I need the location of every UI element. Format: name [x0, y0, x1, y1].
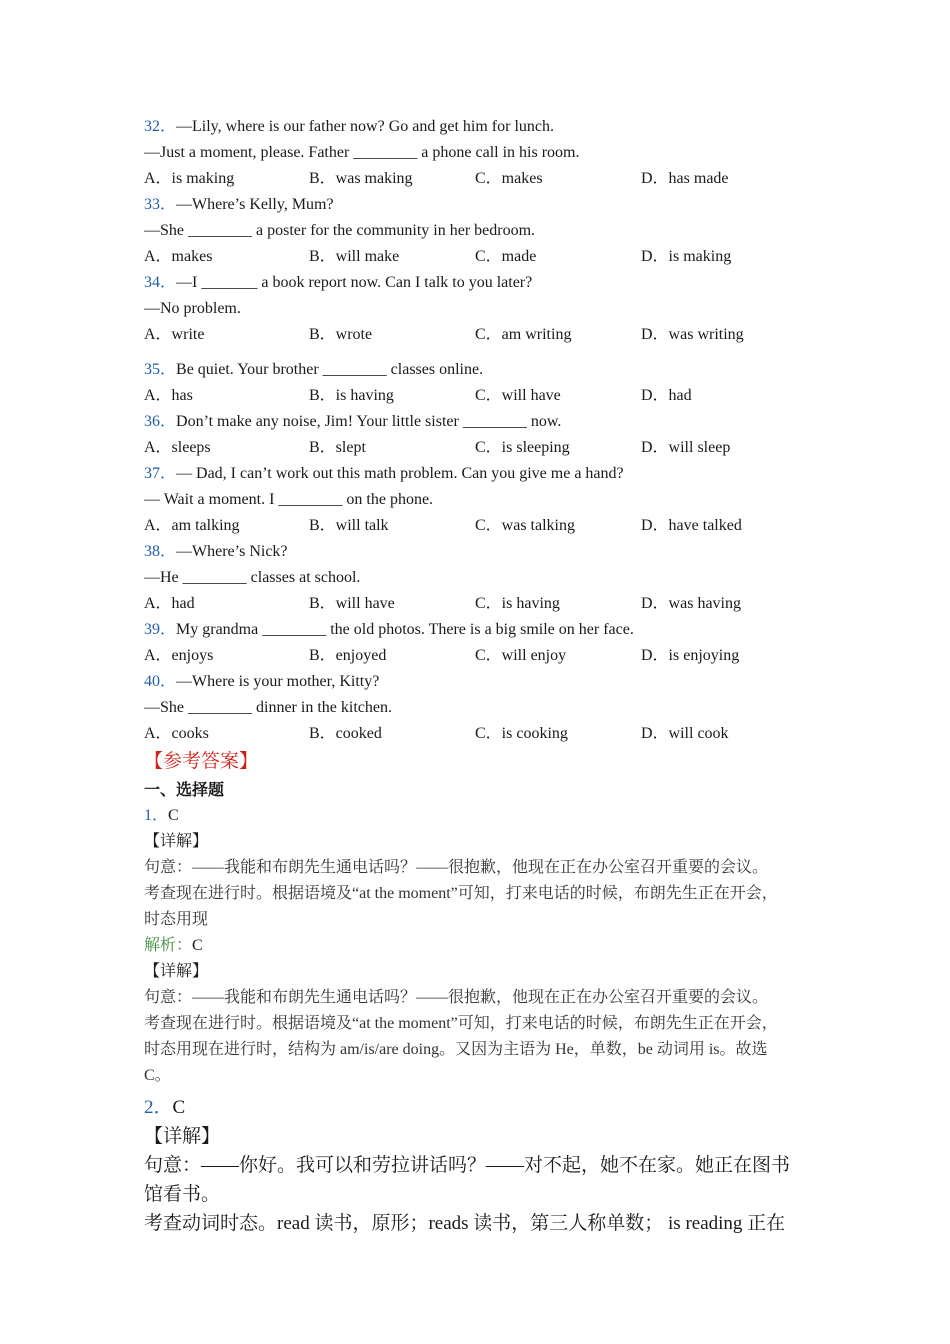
- option-b: B．enjoyed: [309, 647, 387, 664]
- option-c: C．made: [475, 248, 537, 265]
- option-d: D．is enjoying: [641, 647, 740, 664]
- answer-1-explanation-cont: 时态用现: [144, 911, 209, 928]
- option-c: C．am writing: [475, 326, 572, 343]
- option-a: A．enjoys: [144, 647, 214, 664]
- question-39-line-1: 39．My grandma ________ the old photos. There is a big smile on her face.: [144, 621, 634, 638]
- option-a: A．write: [144, 326, 205, 343]
- option-b: B．cooked: [309, 725, 382, 742]
- question-37-line-1: 37．— Dad, I can’t work out this math problem. Can you give me a hand?: [144, 465, 624, 482]
- question-34-options: [144, 322, 824, 348]
- option-c: C．will enjoy: [475, 647, 567, 664]
- question-32-line-2: —Just a moment, please. Father ________ a phone call in his room.: [144, 144, 580, 161]
- detail-tag: 【详解】: [144, 963, 209, 980]
- question-40-line-1: 40．—Where is your mother, Kitty?: [144, 673, 380, 690]
- option-b: B．is having: [309, 387, 394, 404]
- question-number: 39．: [144, 621, 177, 638]
- option-a: A．has: [144, 387, 193, 404]
- spacer: [144, 348, 824, 357]
- answer-1: 1．C: [144, 807, 179, 824]
- document-content: [144, 114, 824, 1238]
- question-32-line-1: 32．—Lily, where is our father now? Go and get him for lunch.: [144, 118, 554, 135]
- option-d: D．have talked: [641, 517, 742, 534]
- option-c: C．will have: [475, 387, 561, 404]
- analysis-explanation-2: 时态用现在进行时，结构为 am/is/are doing。又因为主语为 He，单数，be 动词用 is。故选: [144, 1041, 768, 1058]
- question-number: 34．: [144, 274, 177, 291]
- question-37-options: [144, 513, 824, 539]
- answer-2-detail-tag: 【详解】: [144, 1126, 221, 1147]
- question-40-options: [144, 721, 824, 747]
- analysis-explanation-3: C。: [144, 1067, 171, 1084]
- question-35-line-1: 35．Be quiet. Your brother ________ classes online.: [144, 361, 484, 378]
- question-39-options: [144, 643, 824, 669]
- question-33-options: [144, 244, 824, 270]
- question-35-options: [144, 383, 824, 409]
- option-b: B．will talk: [309, 517, 389, 534]
- option-b: B．slept: [309, 439, 366, 456]
- question-number: 38．: [144, 543, 177, 560]
- question-38-line-2: —He ________ classes at school.: [144, 569, 361, 586]
- answer-2-meaning-cont: 馆看书。: [144, 1184, 221, 1205]
- option-a: A．is making: [144, 170, 235, 187]
- question-number: 40．: [144, 673, 177, 690]
- option-a: A．am talking: [144, 517, 240, 534]
- question-34-line-1: 34．—I _______ a book report now. Can I talk to you later?: [144, 274, 533, 291]
- analysis-meaning: 句意：——我能和布朗先生通电话吗？——很抱歉，他现在正在办公室召开重要的会议。: [144, 989, 769, 1006]
- option-d: D．had: [641, 387, 692, 404]
- question-38-options: [144, 591, 824, 617]
- option-a: A．had: [144, 595, 195, 612]
- option-a: A．makes: [144, 248, 213, 265]
- analysis-explanation: 考查现在进行时。根据语境及“at the moment”可知，打来电话的时候，布朗先生正在开会，: [144, 1015, 778, 1032]
- answer-2-meaning: 句意：——你好。我可以和劳拉讲话吗？——对不起，她不在家。她正在图书: [144, 1155, 791, 1176]
- option-b: B．will make: [309, 248, 400, 265]
- option-c: C．makes: [475, 170, 543, 187]
- option-c: C．is having: [475, 595, 560, 612]
- option-d: D．was writing: [641, 326, 744, 343]
- question-number: 32．: [144, 118, 177, 135]
- detail-tag: 【详解】: [144, 833, 209, 850]
- question-38-line-1: 38．—Where’s Nick?: [144, 543, 288, 560]
- option-d: D．was having: [641, 595, 741, 612]
- section-heading: 一、选择题: [144, 780, 225, 799]
- option-c: C．is sleeping: [475, 439, 570, 456]
- question-36-options: [144, 435, 824, 461]
- question-32-options: [144, 166, 824, 192]
- question-36-line-1: 36．Don’t make any noise, Jim! Your little sister ________ now.: [144, 413, 562, 430]
- option-b: B．was making: [309, 170, 413, 187]
- question-33-line-1: 33．—Where’s Kelly, Mum?: [144, 196, 334, 213]
- question-34-line-2: —No problem.: [144, 300, 241, 317]
- question-40-line-2: —She ________ dinner in the kitchen.: [144, 699, 392, 716]
- answer-1-meaning: 句意：——我能和布朗先生通电话吗？——很抱歉，他现在正在办公室召开重要的会议。: [144, 859, 769, 876]
- option-d: D．is making: [641, 248, 732, 265]
- option-d: D．has made: [641, 170, 729, 187]
- option-a: A．sleeps: [144, 439, 211, 456]
- option-b: B．will have: [309, 595, 395, 612]
- question-37-line-2: — Wait a moment. I ________ on the phone.: [144, 491, 434, 508]
- option-c: C．was talking: [475, 517, 575, 534]
- answer-2-explanation: 考查动词时态。read 读书，原形；reads 读书，第三人称单数； is reading 正在: [144, 1213, 786, 1234]
- question-number: 33．: [144, 196, 177, 213]
- question-number: 36．: [144, 413, 177, 430]
- answer-2: 2．C: [144, 1097, 186, 1118]
- option-b: B．wrote: [309, 326, 373, 343]
- analysis-line: 解析：C: [144, 937, 203, 954]
- question-33-line-2: —She ________ a poster for the community in her bedroom.: [144, 222, 536, 239]
- option-c: C．is cooking: [475, 725, 568, 742]
- option-d: D．will sleep: [641, 439, 731, 456]
- option-d: D．will cook: [641, 725, 729, 742]
- question-number: 37．: [144, 465, 177, 482]
- answer-1-explanation: 考查现在进行时。根据语境及“at the moment”可知，打来电话的时候，布朗先生正在开会，: [144, 885, 778, 902]
- answer-key-heading: 【参考答案】: [144, 751, 259, 772]
- question-number: 35．: [144, 361, 177, 378]
- option-a: A．cooks: [144, 725, 209, 742]
